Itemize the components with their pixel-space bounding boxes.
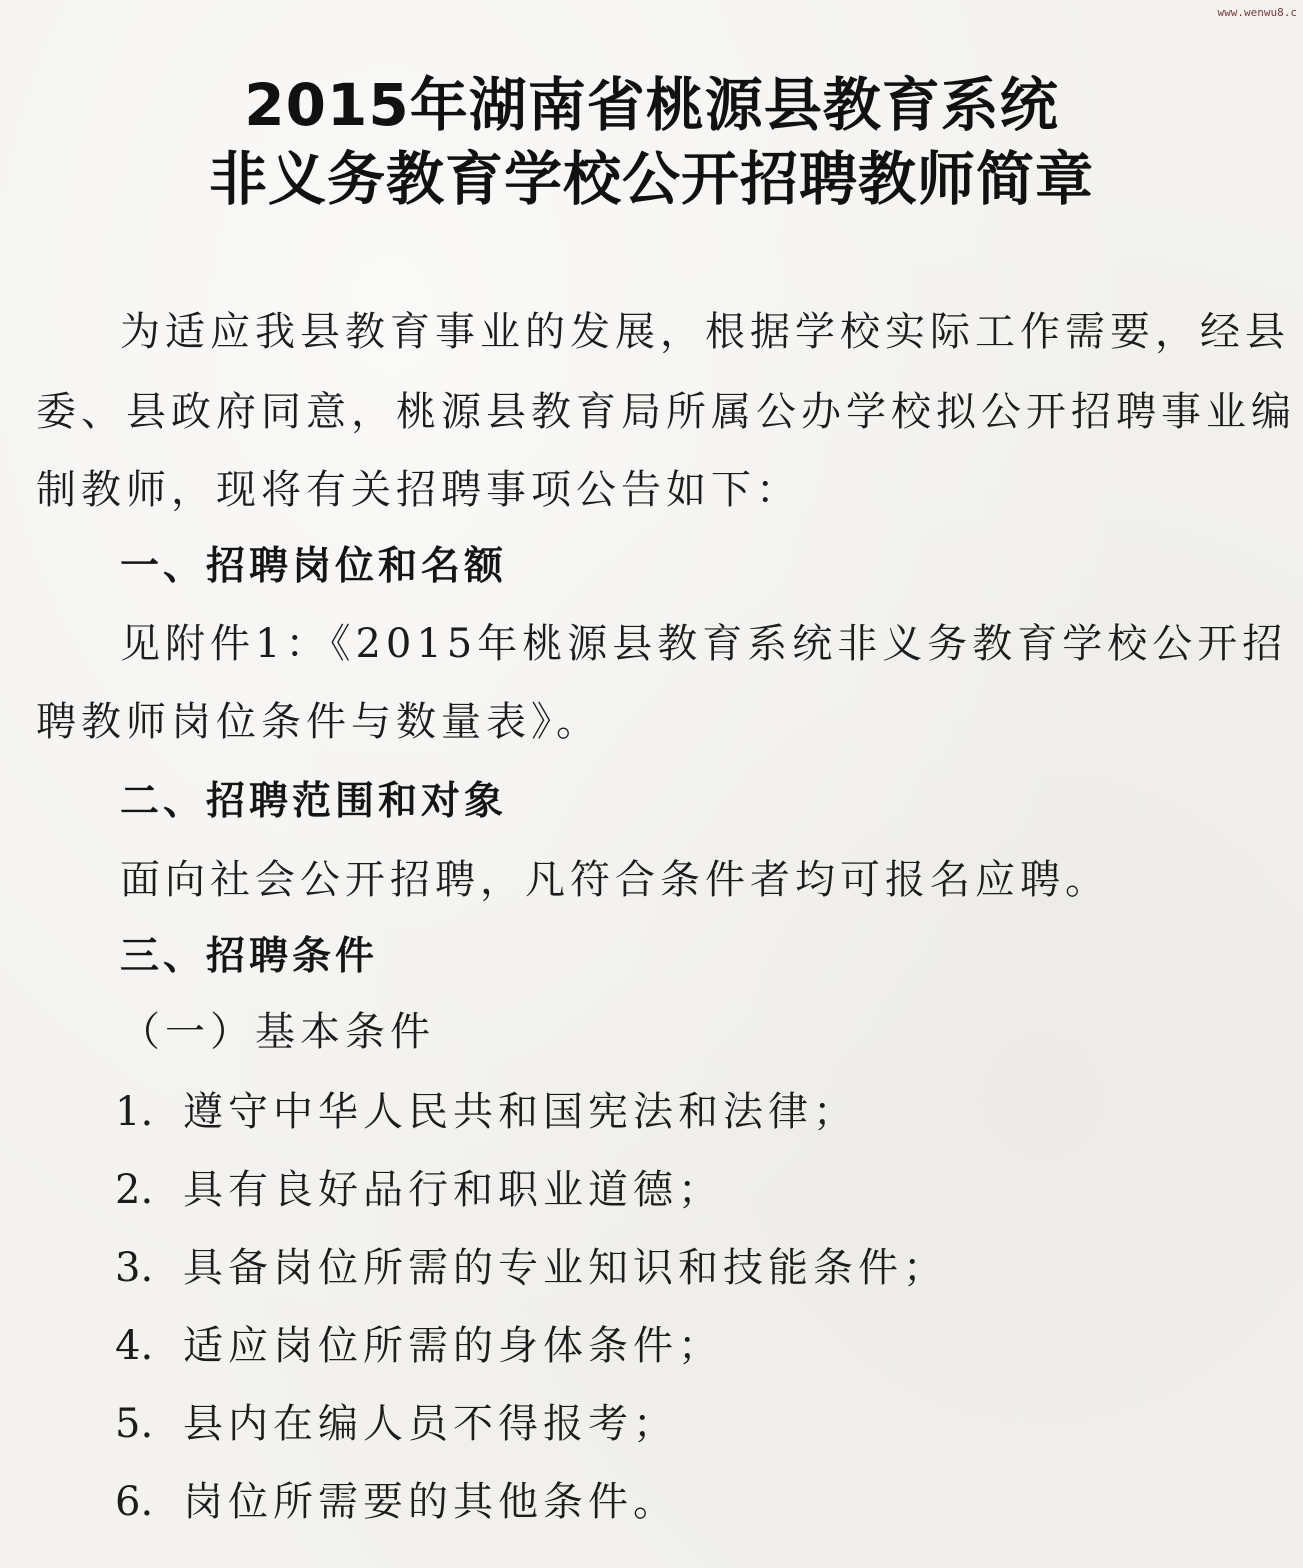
list-item-number: 3. (115, 1245, 154, 1291)
list-item-number: 6. (115, 1479, 154, 1525)
document-title-line-1: 2015年湖南省桃源县教育系统 (244, 71, 1059, 139)
section-2-heading: 二、招聘范围和对象 (120, 779, 508, 824)
intro-line-2: 委、县政府同意，桃源县教育局所属公办学校拟公开招聘事业编 (36, 389, 1296, 435)
intro-line-3: 制教师，现将有关招聘事项公告如下： (36, 467, 801, 513)
list-item-text: 适应岗位所需的身体条件； (183, 1323, 723, 1369)
list-item (115, 1158, 723, 1215)
list-item-text: 具有良好品行和职业道德； (183, 1167, 723, 1213)
list-item-number: 5. (115, 1401, 154, 1447)
list-item-text: 岗位所需要的其他条件。 (183, 1479, 678, 1525)
section-1-text-line-2: 聘教师岗位条件与数量表》。 (36, 699, 601, 745)
list-item-number: 1. (115, 1089, 154, 1135)
list-item (115, 1080, 858, 1137)
section-1-heading: 一、招聘岗位和名额 (120, 544, 508, 589)
list-item (115, 1392, 678, 1449)
document-title-line-2: 非义务教育学校公开招聘教师简章 (208, 145, 1094, 213)
list-item (115, 1470, 678, 1527)
list-item-number: 4. (115, 1323, 154, 1369)
section-3-heading: 三、招聘条件 (120, 934, 379, 979)
list-item-text: 遵守中华人民共和国宪法和法律； (183, 1089, 858, 1135)
section-1-text-line-1: 见附件1：《2015年桃源县教育系统非义务教育学校公开招 (120, 621, 1288, 667)
list-item (115, 1314, 723, 1371)
watermark-url: www.wenwu8.c (1217, 6, 1297, 19)
intro-line-1: 为适应我县教育事业的发展，根据学校实际工作需要，经县 (120, 309, 1290, 355)
list-item-text: 县内在编人员不得报考； (183, 1401, 678, 1447)
list-item-text: 具备岗位所需的专业知识和技能条件； (183, 1245, 948, 1291)
section-2-text: 面向社会公开招聘，凡符合条件者均可报名应聘。 (120, 857, 1110, 903)
list-item-number: 2. (115, 1167, 154, 1213)
section-3-subheading: （一）基本条件 (120, 1009, 435, 1055)
list-item (115, 1236, 948, 1293)
